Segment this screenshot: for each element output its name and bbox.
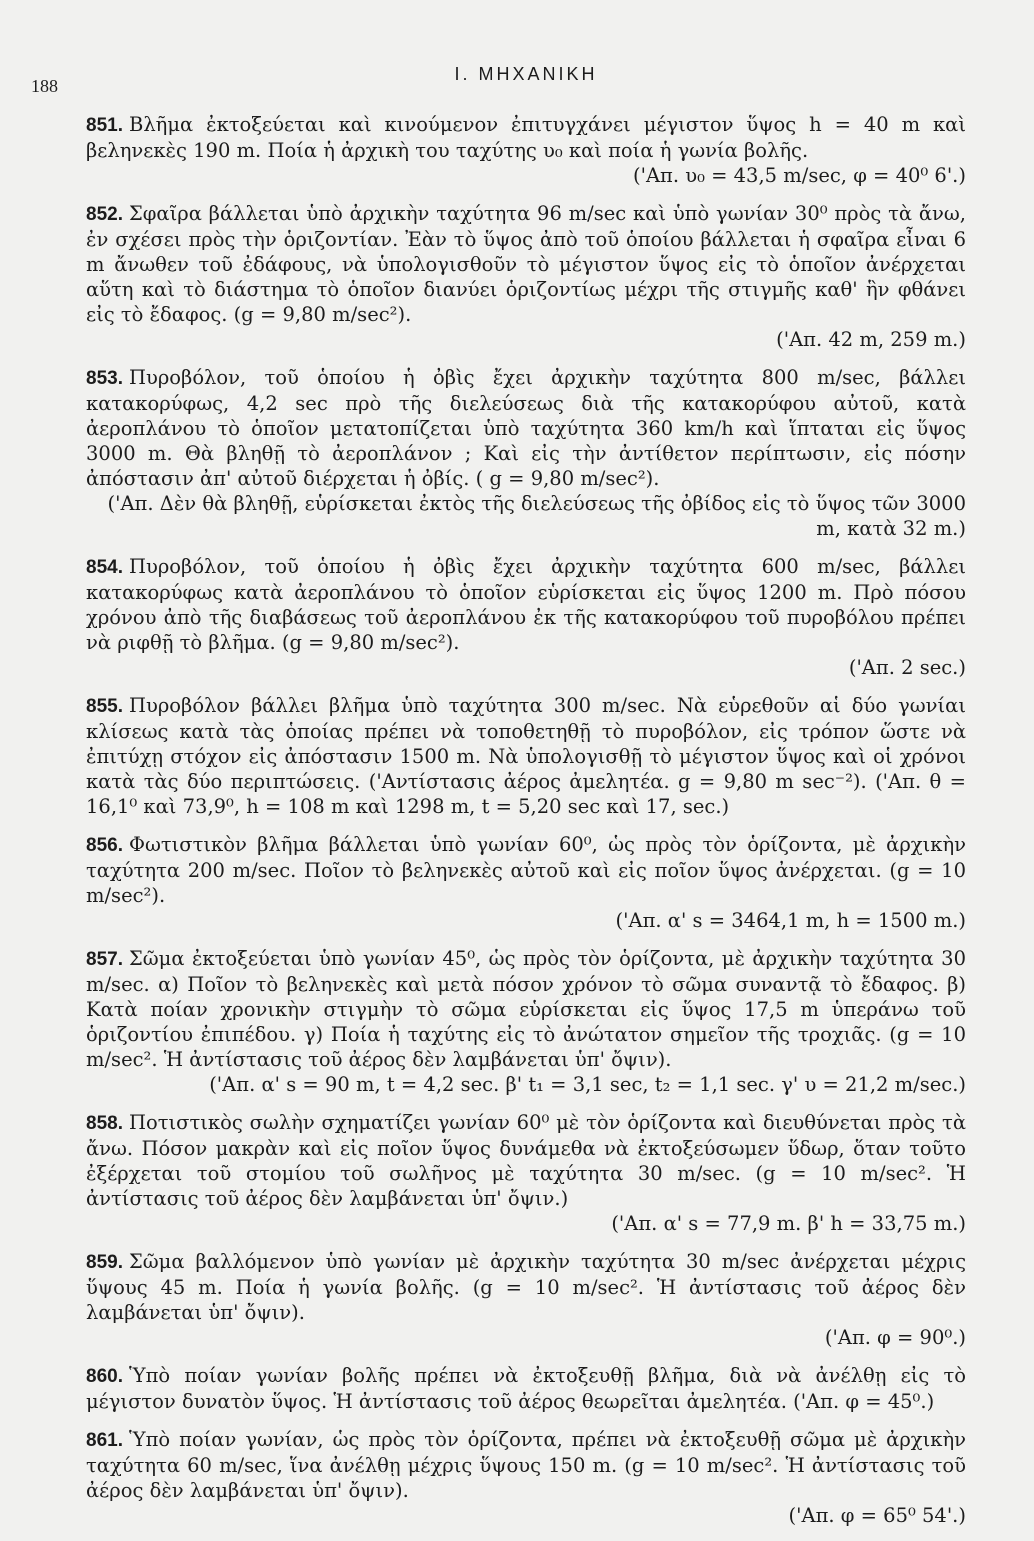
problem-number: 856. — [86, 835, 123, 856]
problem-text: Βλῆμα ἐκτοξεύεται καὶ κινούμενον ἐπιτυγχάνει μέγιστον ὕψος h = 40 m καὶ βεληνεκὲς 190 m. Ποία ἡ ἀρχικὴ του ταχύτης υ₀ καὶ ποία ἡ γωνία βολῆς. — [86, 113, 966, 162]
problem-number: 857. — [86, 949, 123, 970]
problem-851 — [86, 112, 966, 188]
problem-857 — [86, 946, 966, 1097]
problem-number: 852. — [86, 204, 123, 225]
problem-number: 859. — [86, 1252, 123, 1273]
problem-861 — [86, 1427, 966, 1528]
problem-text: Σῶμα βαλλόμενον ὑπὸ γωνίαν μὲ ἀρχικὴν ταχύτητα 30 m/sec ἀνέρχεται μέχρις ὕψους 45 m. Ποία ἡ γωνία βολῆς. (g = 10 m/sec². Ἡ ἀντίστασις τοῦ ἀέρος δὲν λαμβάνεται ὑπ' ὄψιν). — [86, 1250, 966, 1324]
problem-answer: ('Απ. φ = 90⁰.) — [824, 1326, 966, 1349]
problem-853 — [86, 365, 966, 541]
problem-text: Πυροβόλον, τοῦ ὁποίου ἡ ὀβὶς ἔχει ἀρχικὴν ταχύτητα 800 m/sec, βάλλει κατακορύφως, 4,2 sec πρὸ τῆς διελεύσεως διὰ τῆς κατακορύφου αὐτοῦ, κατὰ ἀεροπλάνου τὸ ὁποῖον μετατοπίζεται ὑπὸ ταχύτητα 360 km/h καὶ ἵπταται εἰς ὕψος 3000 m. Θὰ βληθῇ τὸ ἀεροπλάνον ; Καὶ εἰς τὴν ἀντίθετον περίπτωσιν, εἰς πόσην ἀπόστασιν ἀπ' αὐτοῦ διέρχεται ἡ ὀβίς. ( g = 9,80 m/sec²). — [86, 366, 966, 490]
problem-number: 861. — [86, 1430, 123, 1451]
problem-answer: ('Απ. α' s = 90 m, t = 4,2 sec. β' t₁ = 3,1 sec, t₂ = 1,1 sec. γ' υ = 21,2 m/sec.) — [209, 1073, 966, 1096]
problem-number: 853. — [86, 368, 123, 389]
problem-answer: ('Απ. φ = 65⁰ 54'.) — [788, 1504, 966, 1527]
problem-number: 858. — [86, 1113, 123, 1134]
problem-text: Ὑπὸ ποίαν γωνίαν, ὡς πρὸς τὸν ὁρίζοντα, πρέπει νὰ ἐκτοξευθῇ σῶμα μὲ ἀρχικὴν ταχύτητα 60 m/sec, ἵνα ἀνέλθῃ μέχρις ὕψους 150 m. (g = 10 m/sec². Ἡ ἀντίστασις τοῦ ἀέρος δὲν λαμβάνεται ὑπ' ὄψιν). — [86, 1428, 966, 1502]
problem-856 — [86, 832, 966, 933]
problem-text: Σφαῖρα βάλλεται ὑπὸ ἀρχικὴν ταχύτητα 96 m/sec καὶ ὑπὸ γωνίαν 30⁰ πρὸς τὰ ἄνω, ἐν σχέσει πρὸς τὴν ὁριζοντίαν. Ἐὰν τὸ ὕψος ἀπὸ τοῦ ὁποίου βάλλεται ἡ σφαῖρα εἶναι 6 m ἄνωθεν τοῦ ἐδάφους, νὰ ὑπολογισθοῦν τὸ μέγιστον ὕψος εἰς τὸ ὁποῖον ἀνέρχεται αὕτη καὶ τὸ διάστημα τὸ ὁποῖον διανύει ὁριζοντίως μέχρι τῆς στιγμῆς καθ' ἣν φθάνει εἰς τὸ ἔδαφος. (g = 9,80 m/sec²). — [86, 202, 966, 326]
problem-number: 855. — [86, 696, 123, 717]
book-page — [31, 62, 966, 1541]
problem-text: Ποτιστικὸς σωλὴν σχηματίζει γωνίαν 60⁰ μὲ τὸν ὁρίζοντα καὶ διευθύνεται πρὸς τὰ ἄνω. Πόσον μακρὰν καὶ εἰς ποῖον ὕψος δυνάμεθα νὰ ἐκτοξεύσωμεν ὕδωρ, ὅταν τοῦτο ἐξέρχεται τοῦ στομίου τοῦ σωλῆνος μὲ ταχύτητα 30 m/sec. (g = 10 m/sec². Ἡ ἀντίστασις τοῦ ἀέρος δὲν λαμβάνεται ὑπ' ὄψιν.) — [86, 1111, 966, 1210]
running-title: Ι. ΜΗΧΑΝΙΚΗ — [454, 64, 598, 84]
problem-859 — [86, 1249, 966, 1350]
page-number: 188 — [31, 76, 58, 96]
problem-answer: ('Απ. α' s = 77,9 m. β' h = 33,75 m.) — [611, 1212, 966, 1235]
problem-854 — [86, 554, 966, 680]
problem-text: Πυροβόλον βάλλει βλῆμα ὑπὸ ταχύτητα 300 m/sec. Νὰ εὑρεθοῦν αἱ δύο γωνίαι κλίσεως κατὰ τὰς ὁποίας πρέπει νὰ τοποθετηθῇ τὸ πυροβόλον, εἰς τρόπον ὥστε νὰ ἐπιτύχῃ στόχον εἰς ἀπόστασιν 1500 m. Νὰ ὑπολογισθῇ τὸ μέγιστον ὕψος καὶ οἱ χρόνοι κατὰ τὰς δύο περιπτώσεις. ('Αντίστασις ἀέρος ἀμελητέα. g = 9,80 m sec⁻²). ('Απ. θ = 16,1⁰ καὶ 73,9⁰, h = 108 m καὶ 1298 m, t = 5,20 sec καὶ 17, sec.) — [86, 694, 966, 818]
problem-text: Φωτιστικὸν βλῆμα βάλλεται ὑπὸ γωνίαν 60⁰, ὡς πρὸς τὸν ὁρίζοντα, μὲ ἀρχικὴν ταχύτητα 200 m/sec. Ποῖον τὸ βεληνεκὲς αὐτοῦ καὶ εἰς ποῖον ὕψος ἀνέρχεται. (g = 10 m/sec²). — [86, 833, 966, 907]
page-header — [31, 62, 966, 96]
problem-answer: ('Απ. 2 sec.) — [848, 656, 966, 679]
problem-860 — [86, 1363, 966, 1414]
problem-number: 860. — [86, 1366, 123, 1387]
problem-text: Ὑπὸ ποίαν γωνίαν βολῆς πρέπει νὰ ἐκτοξευθῇ βλῆμα, διὰ νὰ ἀνέλθῃ εἰς τὸ μέγιστον δυνατὸν ὕψος. Ἡ ἀντίστασις τοῦ ἀέρος θεωρεῖται ἀμελητέα. ('Απ. φ = 45⁰.) — [86, 1364, 966, 1413]
problem-answer: ('Απ. α' s = 3464,1 m, h = 1500 m.) — [615, 909, 966, 932]
problem-852 — [86, 201, 966, 352]
problem-text: Σῶμα ἐκτοξεύεται ὑπὸ γωνίαν 45⁰, ὡς πρὸς τὸν ὁρίζοντα, μὲ ἀρχικὴν ταχύτητα 30 m/sec. α) Ποῖον τὸ βεληνεκὲς καὶ μετὰ πόσον χρόνον τὸ σῶμα συναντᾷ τὸ ἔδαφος. β) Κατὰ ποίαν χρονικὴν στιγμὴν τὸ σῶμα εὑρίσκεται εἰς ὕψος 17,5 m ὑπεράνω τοῦ ὁριζοντίου ἐπιπέδου. γ) Ποία ἡ ταχύτης εἰς τὸ ἀνώτατον σημεῖον τῆς τροχιᾶς. (g = 10 m/sec². Ἡ ἀντίστασις τοῦ ἀέρος δὲν λαμβάνεται ὑπ' ὄψιν). — [86, 947, 966, 1071]
problem-answer: ('Απ. 42 m, 259 m.) — [776, 328, 966, 351]
problem-858 — [86, 1110, 966, 1236]
problem-number: 851. — [86, 115, 123, 136]
problem-answer: ('Απ. υ₀ = 43,5 m/sec, φ = 40⁰ 6'.) — [632, 164, 966, 187]
problem-answer: ('Απ. Δὲν θὰ βληθῇ, εὑρίσκεται ἐκτὸς τῆς διελεύσεως τῆς ὀβίδος εἰς τὸ ὕψος τῶν 3000 m, κατὰ 32 m.) — [107, 492, 966, 540]
problem-text: Πυροβόλον, τοῦ ὁποίου ἡ ὀβὶς ἔχει ἀρχικὴν ταχύτητα 600 m/sec, βάλλει κατακορύφως κατὰ ἀεροπλάνου τὸ ὁποῖον εὑρίσκεται εἰς ὕψος 1200 m. Πρὸ πόσου χρόνου ἀπὸ τῆς διαβάσεως τοῦ ἀεροπλάνου ἐκ τῆς κατακορύφου τοῦ πυροβόλου πρέπει νὰ ριφθῇ τὸ βλῆμα. (g = 9,80 m/sec²). — [86, 555, 966, 654]
problem-number: 854. — [86, 557, 123, 578]
problem-855 — [86, 693, 966, 819]
